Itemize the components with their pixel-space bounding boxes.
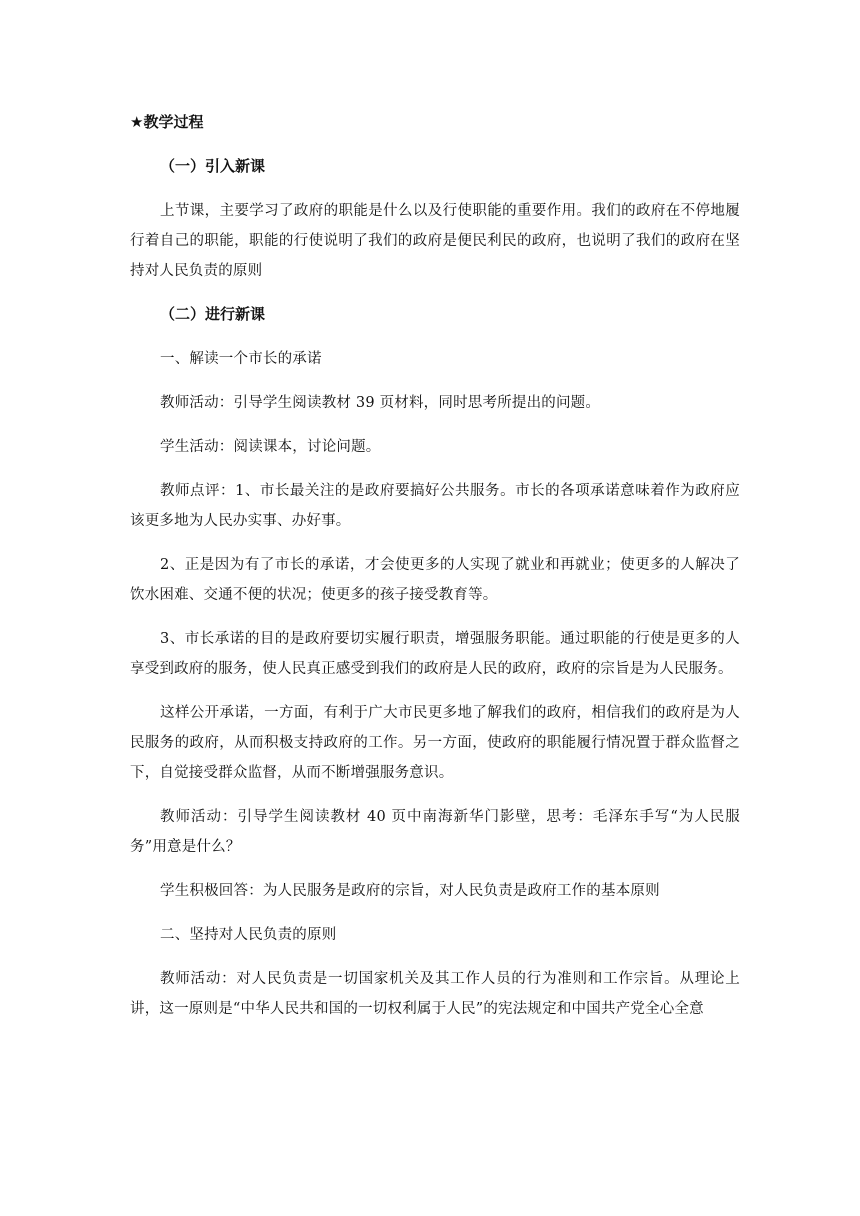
paragraph-teacher-comment: 教师点评：1、市长最关注的是政府要搞好公共服务。市长的各项承诺意味着作为政府应该更多地为人民办实事、办好事。 xyxy=(130,483,740,529)
paragraph-public-commitment: 这样公开承诺，一方面，有利于广大市民更多地了解我们的政府，相信我们的政府是为人民服务的政府，从而积极支持政府的工作。另一方面，使政府的职能履行情况置于群众监督之下，自觉接受群众监督，从而不断增强服务意识。 xyxy=(130,705,740,781)
section-heading-new-lesson: （二）进行新课 xyxy=(160,305,266,323)
paragraph-teacher-activity-1: 教师活动：引导学生阅读教材 39 页材料，同时思考所提出的问题。 xyxy=(160,395,601,411)
intro-paragraph: 上节课，主要学习了政府的职能是什么以及行使职能的重要作用。我们的政府在不停地履行着自己的职能，职能的行使说明了我们的政府是便民利民的政府，也说明了我们的政府在坚持对人民负责的原则 xyxy=(130,203,740,279)
paragraph-point-3: 3、市长承诺的目的是政府要切实履行职责，增强服务职能。通过职能的行使是更多的人享受到政府的服务，使人民真正感受到我们的政府是人民的政府，政府的宗旨是为人民服务。 xyxy=(130,631,740,677)
paragraph-teacher-activity-3: 教师活动：对人民负责是一切国家机关及其工作人员的行为准则和工作宗旨。从理论上讲，这一原则是“中华人民共和国的一切权利属于人民”的宪法规定和中国共产党全心全意 xyxy=(130,971,740,1017)
paragraph-point-2: 2、正是因为有了市长的承诺，才会使更多的人实现了就业和再就业；使更多的人解决了饮水困难、交通不便的状况；使更多的孩子接受教育等。 xyxy=(130,557,740,603)
paragraph-part-two-title: 二、坚持对人民负责的原则 xyxy=(160,927,337,943)
paragraph-teacher-activity-2: 教师活动：引导学生阅读教材 40 页中南海新华门影壁，思考：毛泽东手写“为人民服务”用意是什么？ xyxy=(130,809,740,855)
paragraph-part-one-title: 一、解读一个市长的承诺 xyxy=(160,351,322,367)
page-title: ★教学过程 xyxy=(130,113,204,131)
paragraph-student-answer: 学生积极回答：为人民服务是政府的宗旨，对人民负责是政府工作的基本原则 xyxy=(160,883,660,899)
section-heading-intro: （一）引入新课 xyxy=(160,157,266,175)
paragraph-student-activity: 学生活动：阅读课本，讨论问题。 xyxy=(160,439,381,455)
document-body xyxy=(130,108,740,1038)
